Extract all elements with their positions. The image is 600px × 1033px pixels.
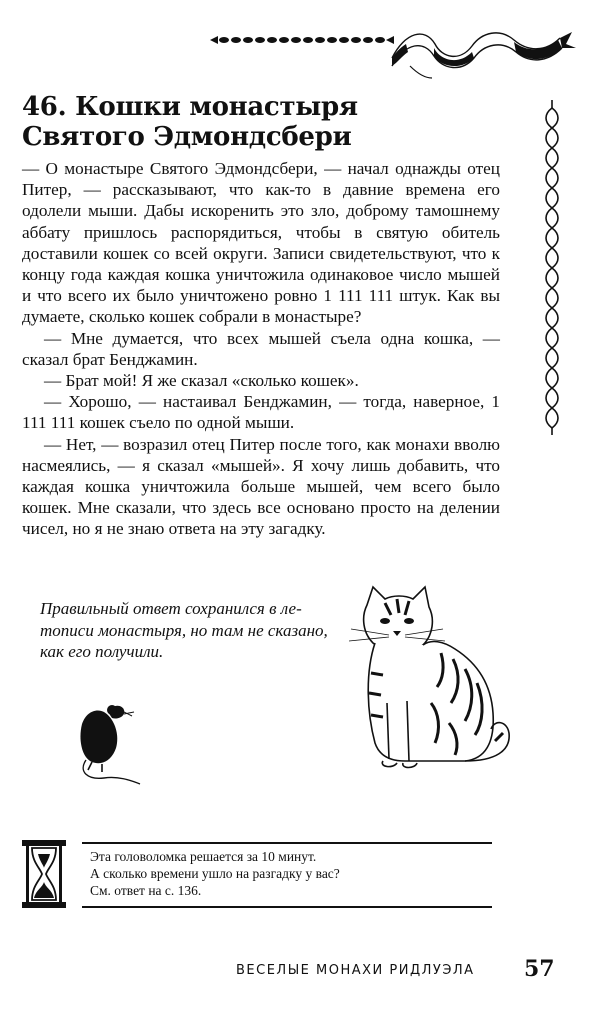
timer-line: А сколько времени ушло на разгадку у вас? bbox=[90, 866, 340, 881]
paragraph: — Нет, — возразил отец Питер после того, как монахи вволю насмеялись, — я сказал «мышей». Я хочу лишь добавить, что каждая кошка уничтожила больше мышей, чем всего было кошек. Мне сказали, что здесь все основано просто на делении чисел, но я не знаю ответа на эту загадку. bbox=[22, 434, 500, 539]
timer-text bbox=[90, 848, 490, 899]
note-line: Правильный ответ сохранился в ле- bbox=[40, 599, 302, 618]
story-text bbox=[22, 158, 500, 540]
title-line-2: Святого Эдмондсбери bbox=[22, 122, 352, 152]
paragraph: — Мне думается, что всех мышей съела одна кошка, — сказал брат Бенджамин. bbox=[22, 328, 500, 369]
note-line: как его получили. bbox=[40, 642, 164, 661]
timer-line: См. ответ на с. 136. bbox=[90, 883, 202, 898]
note-line: тописи монастыря, но там не сказано, bbox=[40, 620, 328, 640]
answer-note bbox=[40, 598, 340, 663]
chain-ornament bbox=[541, 100, 563, 435]
timer-rule-bottom bbox=[82, 906, 492, 908]
cat-illustration bbox=[345, 583, 515, 773]
paragraph: — О монастыре Святого Эдмондсбери, — начал однажды отец Питер, — рассказывают, что как-то в давние времена его одолели мыши. Дабы искоренить это зло, доброму тамошнему аббату пришлось распорядиться, чтобы в святую обитель доставили кошек со всей округи. Записи свидетельствуют, что к концу года каждая кошка уничтожила одинаковое число мышей и что всего их было уничтожено ровно 1 111 111 штук. Как вы думаете, сколько кошек собрали в монастыре? bbox=[22, 159, 500, 327]
title-line-1: 46. Кошки монастыря bbox=[22, 92, 358, 122]
timer-rule-top bbox=[82, 842, 492, 844]
mouse-illustration bbox=[68, 700, 148, 790]
page-number: 57 bbox=[524, 956, 555, 982]
timer-line: Эта головоломка решается за 10 минут. bbox=[90, 849, 317, 864]
running-footer: ВЕСЕЛЫЕ МОНАХИ РИДЛУЭЛА bbox=[236, 963, 475, 978]
hourglass-icon bbox=[20, 838, 68, 910]
paragraph: — Хорошо, — настаивал Бенджамин, — тогда, наверное, 1 111 111 кошек съело по одной мыши. bbox=[22, 392, 500, 433]
paragraph: — Брат мой! Я же сказал «сколько кошек». bbox=[44, 371, 359, 391]
page-title bbox=[22, 92, 522, 152]
ribbon-ornament bbox=[210, 22, 580, 92]
